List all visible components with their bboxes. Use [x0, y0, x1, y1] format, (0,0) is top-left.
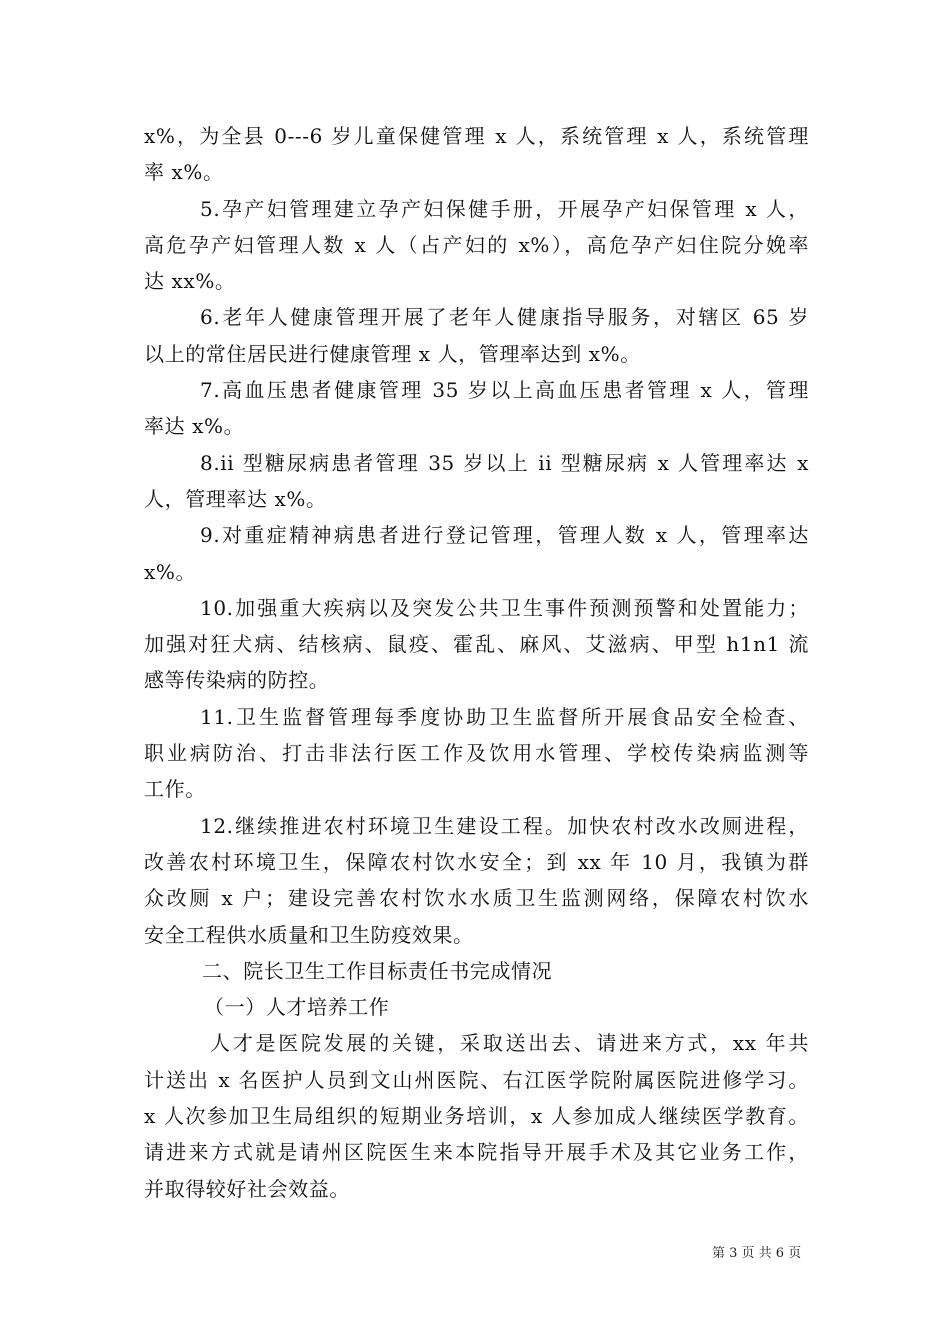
item-11-line: 11.卫生监督管理每季度协助卫生监督所开展食品安全检查、	[200, 704, 809, 729]
text-line: x%。	[144, 559, 197, 584]
text-line: 感等传染病的防控。	[144, 668, 330, 693]
item-9-line: 9.对重症精神病患者进行登记管理，管理人数 x 人，管理率达	[200, 523, 809, 548]
item-7-line: 7.高血压患者健康管理 35 岁以上高血压患者管理 x 人，管理	[200, 378, 809, 403]
text-line: 人，管理率达 x%。	[144, 486, 327, 511]
paragraph-line: 人才是医院发展的关键，采取送出去、请进来方式，xx 年共	[210, 1031, 809, 1056]
text-line: x%，为全县 0---6 岁儿童保健管理 x 人，系统管理 x 人，系统管理	[144, 124, 809, 148]
item-12-line: 12.继续推进农村环境卫生建设工程。加快农村改水改厕进程，	[200, 813, 809, 838]
text-line: 加强对狂犬病、结核病、鼠疫、霍乱、麻风、艾滋病、甲型 h1n1 流	[144, 632, 809, 657]
text-line: 改善农村环境卫生，保障农村饮水安全；到 xx 年 10 月，我镇为群	[144, 849, 809, 874]
text-line: 达 xx%。	[144, 269, 236, 294]
text-line: 高危孕产妇管理人数 x 人（占产妇的 x%），高危孕产妇住院分娩率	[144, 232, 809, 257]
text-line: 安全工程供水质量和卫生防疫效果。	[144, 922, 474, 947]
text-line: x 人次参加卫生局组织的短期业务培训，x 人参加成人继续医学教育。	[144, 1104, 809, 1129]
text-line: 众改厕 x 户；建设完善农村饮水水质卫生监测网络，保障农村饮水	[144, 886, 809, 911]
text-line: 并取得较好社会效益。	[144, 1176, 350, 1201]
document-body	[144, 118, 809, 1207]
text-line: 率 x%。	[144, 160, 224, 185]
item-6-line: 6.老年人健康管理开展了老年人健康指导服务，对辖区 65 岁	[200, 305, 809, 330]
page-number-footer: 第 3 页 共 6 页	[712, 1246, 802, 1261]
text-line: 以上的常住居民进行健康管理 x 人，管理率达到 x%。	[144, 341, 641, 366]
item-5-line: 5.孕产妇管理建立孕产妇保健手册，开展孕产妇保管理 x 人，	[200, 196, 809, 221]
text-line: 工作。	[144, 777, 206, 802]
item-10-line: 10.加强重大疾病以及突发公共卫生事件预测预警和处置能力；	[200, 595, 809, 620]
text-line: 率达 x%。	[144, 414, 245, 439]
text-line: 计送出 x 名医护人员到文山州医院、右江医学院附属医院进修学习。	[144, 1067, 809, 1092]
item-8-line: 8.ii 型糖尿病患者管理 35 岁以上 ii 型糖尿病 x 人管理率达 x	[200, 450, 809, 475]
subsection-heading: （一）人才培养工作	[204, 995, 390, 1020]
text-line: 职业病防治、打击非法行医工作及饮用水管理、学校传染病监测等	[144, 741, 809, 766]
section-heading: 二、院长卫生工作目标责任书完成情况	[202, 958, 553, 983]
text-line: 请进来方式就是请州区院医生来本院指导开展手术及其它业务工作，	[144, 1140, 809, 1165]
